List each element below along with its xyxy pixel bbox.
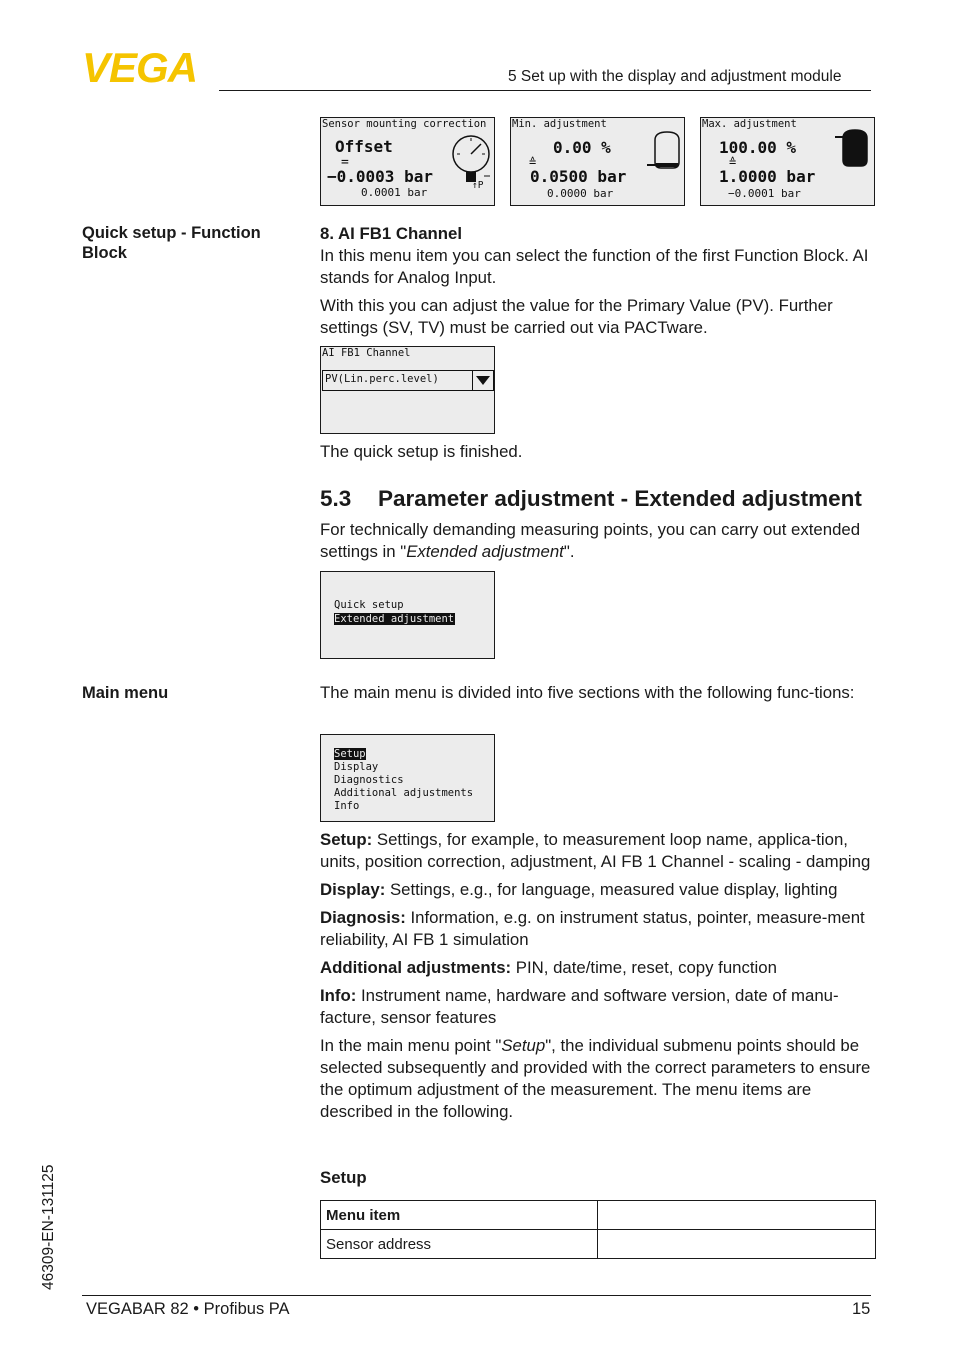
lcd-eq: ≙ — [529, 155, 537, 169]
lcd-sub-value: −0.0001 bar — [728, 187, 801, 200]
desc-diagnosis-text: Information, e.g. on instrument status, pointer, measure-ment reliability, AI FB 1 simulation — [320, 908, 865, 949]
lcd-title: AI FB1 Channel — [322, 347, 411, 359]
channel-select-value: PV(Lin.perc.level) — [325, 373, 439, 385]
desc-additional-text: PIN, date/time, reset, copy function — [511, 958, 777, 977]
side-label-quick-setup: Quick setup - Function Block — [82, 224, 261, 262]
desc-diagnosis-label: Diagnosis: — [320, 908, 406, 927]
lcd-max-adjustment — [700, 117, 875, 206]
setup-para-text: In the main menu point " — [320, 1036, 502, 1055]
logo-text: VEGA — [82, 50, 198, 84]
setup-heading: Setup — [320, 1168, 367, 1187]
intro-text-end: ". — [563, 542, 575, 561]
table-cell-sensor-address: Sensor address — [321, 1230, 598, 1259]
side-label-main-menu: Main menu — [82, 684, 169, 702]
lcd-eq: = — [341, 155, 349, 170]
tank-full-icon — [835, 128, 873, 170]
desc-info-text: Instrument name, hardware and software version, date of manu-facture, sensor features — [320, 986, 839, 1027]
lcd-title: Min. adjustment — [512, 118, 607, 130]
header-section-title: 5 Set up with the display and adjustment module — [508, 68, 842, 85]
lcd-icon-label: ↑P — [472, 180, 484, 191]
setup-para-text-end: ", the individual submenu points should be selected subsequently and provided with the correct parameters to ensure the optimum adjustment of the measurement. The menu items are described in the following. — [320, 1036, 871, 1121]
footer-product: VEGABAR 82 • Profibus PA — [86, 1300, 290, 1318]
lcd-start-menu — [320, 571, 495, 659]
section-number: 5.3 — [320, 486, 352, 511]
lcd-title: Sensor mounting correction — [322, 118, 487, 130]
quick-setup-finished: The quick setup is finished. — [320, 442, 523, 461]
desc-diagnosis — [320, 907, 876, 951]
desc-info-label: Info: — [320, 986, 357, 1005]
setup-paragraph — [320, 1035, 876, 1123]
footer-page-number: 15 — [852, 1300, 871, 1318]
tank-empty-icon — [647, 130, 683, 172]
lcd-percent: 0.00 % — [553, 138, 611, 157]
table-header-col2 — [598, 1201, 876, 1230]
menu-item-quick-setup[interactable]: Quick setup — [334, 599, 404, 611]
desc-additional — [320, 957, 876, 979]
intro-text: For technically demanding measuring points, you can carry out extended settings in " — [320, 520, 861, 561]
section-intro — [320, 519, 876, 563]
ai-fb1-heading: 8. AI FB1 Channel — [320, 224, 463, 243]
table-row — [321, 1230, 876, 1259]
desc-info — [320, 985, 876, 1029]
ai-fb1-para2: With this you can adjust the value for the Primary Value (PV). Further settings (SV, TV) must be carried out via PACTware. — [320, 296, 833, 337]
quick-setup-block — [320, 223, 876, 339]
lcd-label: Offset — [335, 137, 393, 156]
menu-item-diagnostics[interactable]: Diagnostics — [334, 774, 404, 786]
document-id: 46309-EN-131125 — [40, 1164, 57, 1290]
main-menu-descriptions — [320, 829, 876, 1123]
channel-select[interactable] — [322, 370, 494, 391]
lcd-eq: ≙ — [729, 155, 737, 169]
desc-additional-label: Additional adjustments: — [320, 958, 512, 977]
setup-para-emphasis: Setup — [501, 1036, 546, 1055]
desc-setup — [320, 829, 876, 873]
section-heading — [320, 486, 862, 512]
lcd-sub-value: 0.0001 bar — [361, 186, 428, 199]
main-menu-intro: The main menu is divided into five sections with the following func-tions: — [320, 683, 855, 702]
lcd-value: −0.0003 bar — [327, 167, 433, 186]
menu-item-setup[interactable]: Setup — [334, 748, 366, 760]
desc-setup-text: Settings, for example, to measurement loop name, applica-tion, units, position correction, adjustment, AI FB 1 Channel - scaling - damping — [320, 830, 871, 871]
lcd-main-menu — [320, 734, 495, 822]
section-title: Parameter adjustment - Extended adjustment — [378, 486, 862, 511]
table-cell-value — [598, 1230, 876, 1259]
desc-display-label: Display: — [320, 880, 386, 899]
intro-emphasis: Extended adjustment — [406, 542, 564, 561]
desc-setup-label: Setup: — [320, 830, 373, 849]
lcd-title: Max. adjustment — [702, 118, 797, 130]
lcd-percent: 100.00 % — [719, 138, 797, 157]
dropdown-arrow-icon[interactable] — [472, 371, 493, 390]
setup-table — [320, 1200, 876, 1259]
desc-display-text: Settings, e.g., for language, measured value display, lighting — [385, 880, 838, 899]
menu-item-info[interactable]: Info — [334, 800, 360, 812]
lcd-min-adjustment — [510, 117, 685, 206]
menu-item-extended-adjustment[interactable]: Extended adjustment — [334, 613, 455, 625]
menu-item-additional-adjustments[interactable]: Additional adjustments — [334, 787, 474, 799]
lcd-sub-value: 0.0000 bar — [547, 187, 614, 200]
lcd-sensor-mounting-correction — [320, 117, 495, 206]
header-rule — [219, 90, 871, 91]
footer-rule — [82, 1295, 871, 1296]
desc-display — [320, 879, 876, 901]
lcd-value: 0.0500 bar — [530, 167, 627, 186]
lcd-ai-fb1-channel — [320, 346, 495, 434]
menu-item-display[interactable]: Display — [334, 761, 379, 773]
lcd-value: 1.0000 bar — [719, 167, 816, 186]
vega-logo — [82, 50, 212, 89]
ai-fb1-para1: In this menu item you can select the function of the first Function Block. AI stands for Analog Input. — [320, 246, 869, 287]
table-header-row — [321, 1201, 876, 1230]
table-header-menu-item: Menu item — [321, 1201, 598, 1230]
